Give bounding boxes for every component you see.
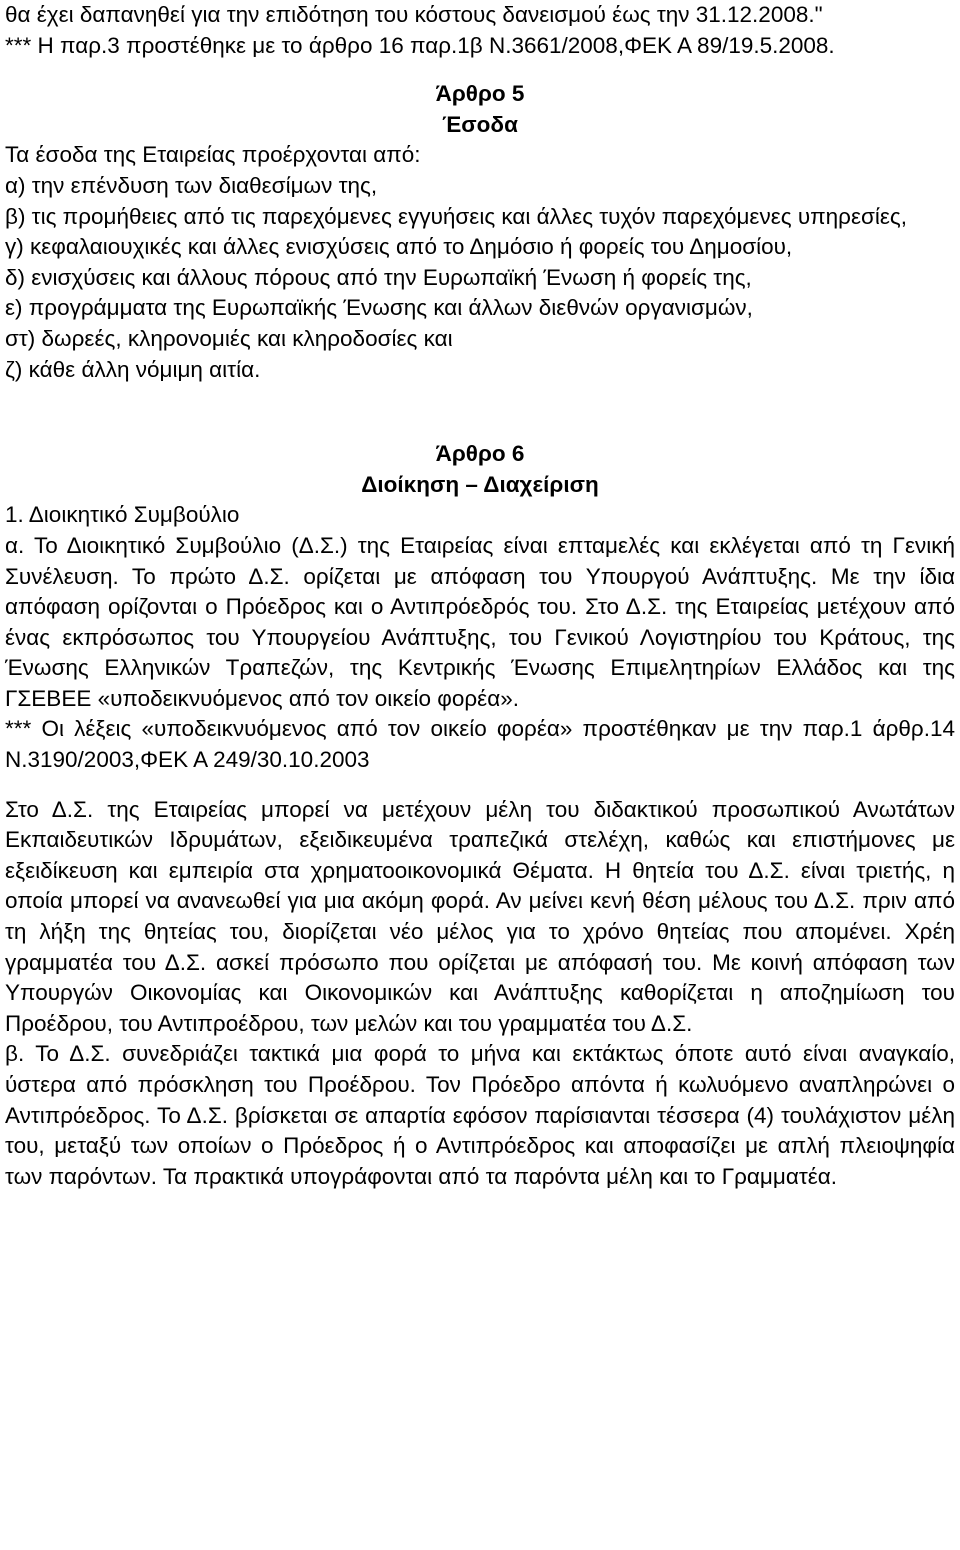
article-6-subtitle: Διοίκηση – Διαχείριση — [361, 471, 599, 497]
article-5-item-g: ζ) κάθε άλλη νόμιμη αιτία. — [5, 356, 261, 382]
article-5-item-c: γ) κεφαλαιουχικές και άλλες ενισχύσεις από το Δημόσιο ή φορείς του Δημοσίου, — [5, 234, 793, 260]
article-5 — [5, 79, 955, 385]
article-5-intro: Τα έσοδα της Εταιρείας προέρχονται από: — [5, 142, 421, 168]
article-6-amendment: *** Οι λέξεις «υποδεικνυόμενος από τον οικείο φορέα» προστέθηκαν με την παρ.1 άρθρ.14 Ν.3190/2003,ΦΕΚ Α 249/30.10.2003 — [5, 716, 955, 773]
document-page — [5, 0, 955, 1192]
article-6-para-a: α. Το Διοικητικό Συμβούλιο (Δ.Σ.) της Εταιρείας είναι επταμελές και εκλέγεται από τη Γενική Συνέλευση. Το πρώτο Δ.Σ. ορίζεται με απόφαση του Υπουργού Ανάπτυξης. Με την ίδια απόφαση ορίζονται ο Πρόεδρος και ο Αντιπρόεδρός του. Στο Δ.Σ. της Εταιρείας μετέχουν από ένας εκπρόσωπος του Υπουργείου Ανάπτυξης, του Γενικού Λογιστηρίου του Κράτους, της Ένωσης Ελληνικών Τραπεζών, της Κεντρικής Ένωσης Επιμελητηρίων Ελλάδος και της ΓΣΕΒΕΕ «υποδεικνυόμενος από τον οικείο φορέα». — [5, 532, 955, 711]
spacer — [5, 61, 955, 79]
article-5-item-d: δ) ενισχύσεις και άλλους πόρους από την Ευρωπαϊκή Ένωση ή φορείς της, — [5, 264, 752, 290]
article-5-subtitle: Έσοδα — [442, 111, 518, 137]
article-5-item-b: β) τις προμήθειες από τις παρεχόμενες εγγυήσεις και άλλες τυχόν παρεχόμενες υπηρεσίες, — [5, 203, 908, 229]
top-note-amendment: *** Η παρ.3 προστέθηκε με το άρθρο 16 παρ.1β Ν.3661/2008,ΦΕΚ Α 89/19.5.2008. — [5, 32, 835, 58]
article-5-title: Άρθρο 5 — [435, 81, 525, 107]
spacer — [5, 776, 955, 795]
article-5-item-a: α) την επένδυση των διαθεσίμων της, — [5, 172, 378, 198]
article-6 — [5, 439, 955, 1192]
article-6-title: Άρθρο 6 — [435, 441, 525, 467]
top-note-text: θα έχει δαπανηθεί για την επιδότηση του κόστους δανεισμού έως την 31.12.2008." — [5, 2, 823, 27]
article-5-item-f: στ) δωρεές, κληρονομιές και κληροδοσίες και — [5, 325, 453, 351]
article-6-para-b: β. Το Δ.Σ. συνεδριάζει τακτικά μια φορά το μήνα και εκτάκτως όποτε αυτό είναι αναγκαίο, ύστερα από πρόσκληση του Προέδρου. Τον Πρόεδρο απόντα ή κωλυόμενο αναπληρώνει ο Αντιπρόεδρος. Το Δ.Σ. βρίσκεται σε απαρτία εφόσον παρίσιανται τέσσερα (4) τουλάχιστον μέλη του, μεταξύ των οποίων ο Πρόεδρος ή ο Αντιπρόεδρος και αποφασίζει με απλή πλειοψηφία των παρόντων. Τα πρακτικά υπογράφονται από τα παρόντα μέλη και το Γραμματέα. — [5, 1041, 955, 1189]
spacer — [5, 385, 955, 439]
article-5-item-e: ε) προγράμματα της Ευρωπαϊκής Ένωσης και άλλων διεθνών οργανισμών, — [5, 295, 753, 321]
article-6-para-members: Στο Δ.Σ. της Εταιρείας μπορεί να μετέχουν μέλη του διδακτικού προσωπικού Ανωτάτων Εκπαιδευτικών Ιδρυμάτων, εξειδικευμένα τραπεζικά στελέχη, καθώς και επιστήμονες με εξειδίκευση και εμπειρία στα χρηματοοικονομικά Θέματα. Η θητεία του Δ.Σ. είναι τριετής, η οποία μπορεί να ανανεωθεί για μια ακόμη φορά. Αν μείνει κενή θέση μέλους του Δ.Σ. πριν από τη λήξη της θητείας του, διορίζεται νέο μέλος για το χρόνο θητείας που απομένει. Χρέη γραμματέα του Δ.Σ. ασκεί πρόσωπο που ορίζεται με απόφασή του. Με κοινή απόφαση των Υπουργών Οικονομίας και Οικονομικών και Ανάπτυξης καθορίζεται η αποζημίωση του Προέδρου, του Αντιπροέδρου, των μελών και του γραμματέα του Δ.Σ. — [5, 796, 955, 1036]
article-6-section-1: 1. Διοικητικό Συμβούλιο — [5, 502, 240, 528]
